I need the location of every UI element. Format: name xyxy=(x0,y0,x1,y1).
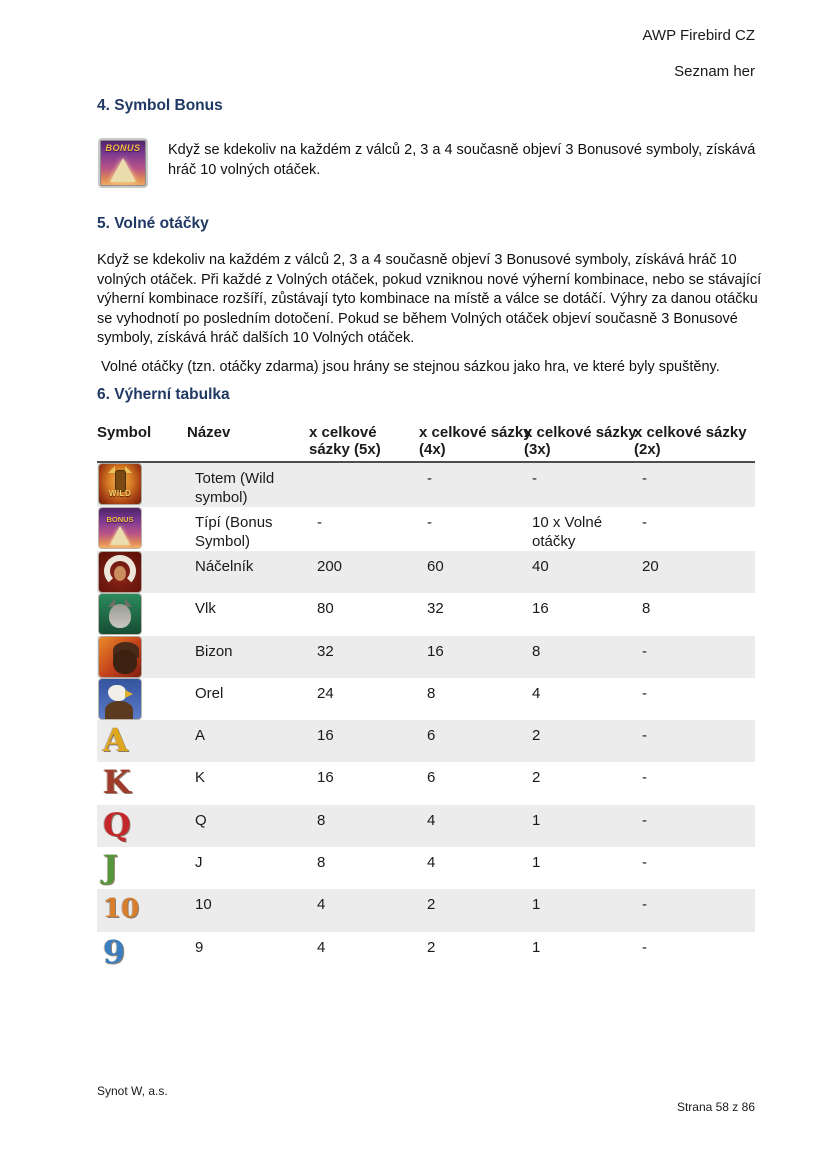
payout-value: 4 xyxy=(317,938,326,956)
section-heading-bonus: 4. Symbol Bonus xyxy=(97,97,223,114)
symbol-cell xyxy=(97,593,187,635)
payout-value: - xyxy=(642,938,647,956)
payout-value: - xyxy=(642,854,647,872)
symbol-cell xyxy=(97,762,187,804)
payout-value: 16 xyxy=(532,600,549,618)
free-spins-paragraph-2: Volné otáčky (tzn. otáčky zdarma) jsou hrány se stejnou sázkou jako hra, ve které byly spuštěny. xyxy=(97,358,720,375)
payout-value: 80 xyxy=(317,600,334,618)
symbol-cell xyxy=(97,636,187,678)
payout-value: - xyxy=(642,514,647,531)
payout-value: 4 xyxy=(317,896,326,914)
symbol-cell xyxy=(97,507,187,551)
bison-body xyxy=(113,650,137,674)
teepee-tag: BONUS xyxy=(106,515,134,524)
symbol-name: 9 xyxy=(195,938,204,956)
payout-value: 2 xyxy=(532,769,541,787)
eagle-head xyxy=(108,685,126,701)
document-header xyxy=(642,27,755,80)
payout-value: 24 xyxy=(317,684,334,702)
symbol-name: K xyxy=(195,769,206,787)
free-spins-section-text xyxy=(97,251,767,377)
payout-value: 1 xyxy=(532,854,541,872)
column-header-3x: x celkové sázky (3x) xyxy=(524,424,637,458)
payout-value: 2 xyxy=(427,896,436,914)
payout-value: - xyxy=(642,684,647,702)
payout-value: 10 x Volné otáčky xyxy=(532,514,603,550)
totem-horn-r xyxy=(125,466,132,473)
paytable-body xyxy=(97,463,755,974)
payout-value: 8 xyxy=(532,642,541,660)
payout-value: 1 xyxy=(532,896,541,914)
payout-value: 2 xyxy=(427,938,436,956)
wolf-head xyxy=(109,604,131,628)
symbol-name: Típí (Bonus Symbol) xyxy=(195,514,273,550)
symbol-name: Totem (Wild symbol) xyxy=(195,470,275,506)
payout-value xyxy=(309,463,419,507)
payout-value: 8 xyxy=(317,854,326,872)
symbol-cell xyxy=(97,847,187,889)
payout-value: 6 xyxy=(427,769,436,787)
paytable-row-10 xyxy=(97,889,755,931)
payout-value: - xyxy=(427,470,432,487)
symbol-name: Náčelník xyxy=(195,558,254,575)
payout-value: 8 xyxy=(317,811,326,829)
symbol-cell xyxy=(97,463,187,507)
payout-value: - xyxy=(642,769,647,787)
section-heading-free-spins: 5. Volné otáčky xyxy=(97,215,209,232)
symbol-k-icon: K xyxy=(103,763,131,802)
paytable-row-bizon xyxy=(97,636,755,678)
payout-value: 1 xyxy=(532,811,541,829)
symbol-10-icon: 10 xyxy=(103,894,140,925)
paytable-row-k xyxy=(97,762,755,804)
payout-value: 8 xyxy=(642,600,651,618)
payout-value: 40 xyxy=(532,558,549,575)
symbol-name: 10 xyxy=(195,896,212,914)
totem-horn-l xyxy=(108,466,115,473)
paytable-row-9 xyxy=(97,932,755,974)
symbol-cell xyxy=(97,678,187,720)
document-title: AWP Firebird CZ xyxy=(642,27,755,44)
column-header-name: Název xyxy=(187,424,231,441)
teepee-shape xyxy=(110,158,136,182)
payout-value: 1 xyxy=(532,938,541,956)
payout-value: 32 xyxy=(427,600,444,618)
symbol-cell xyxy=(97,720,187,762)
paytable-row-t-p-bonus-symbol- xyxy=(97,507,755,551)
bonus-icon-label: BONUS xyxy=(105,143,141,153)
payout-value: 60 xyxy=(427,558,444,575)
payout-value: 4 xyxy=(532,684,541,702)
paytable-row-totem-wild-symbol- xyxy=(97,463,755,507)
teepee-tri xyxy=(110,526,130,545)
column-header-4x: x celkové sázky (4x) xyxy=(419,424,532,458)
bonus-section-text: Když se kdekoliv na každém z válců 2, 3 a 4 současně objeví 3 Bonusové symboly, získává hráč 10 volných otáček. xyxy=(168,142,756,178)
paytable-row-n-eln-k xyxy=(97,551,755,593)
symbol-9-icon: 9 xyxy=(103,932,126,971)
totem-tag: WILD xyxy=(108,489,132,498)
paytable-header-row xyxy=(97,424,755,463)
paytable-row-j xyxy=(97,847,755,889)
eagle-icon xyxy=(99,679,141,719)
payout-value: 16 xyxy=(427,642,444,660)
payout-value: 6 xyxy=(427,727,436,745)
paytable-row-orel xyxy=(97,678,755,720)
bonus-symbol-icon xyxy=(98,138,148,188)
paytable xyxy=(97,424,755,974)
payout-value: - xyxy=(317,514,322,531)
symbol-name: Bizon xyxy=(195,642,233,660)
payout-value: - xyxy=(532,470,537,487)
symbol-cell xyxy=(97,551,187,593)
payout-value: - xyxy=(642,896,647,914)
payout-value: 200 xyxy=(317,558,343,575)
column-header-symbol: Symbol xyxy=(97,424,152,441)
payout-value: 4 xyxy=(427,811,436,829)
payout-value: 20 xyxy=(642,558,659,575)
symbol-j-icon: J xyxy=(103,848,119,887)
payout-value: - xyxy=(642,470,647,487)
symbol-cell xyxy=(97,932,187,974)
document-subtitle: Seznam her xyxy=(674,63,755,80)
section-heading-paytable: 6. Výherní tabulka xyxy=(97,386,230,403)
bison-icon xyxy=(99,637,141,677)
free-spins-paragraph-1: Když se kdekoliv na každém z válců 2, 3 a 4 současně objeví 3 Bonusové symboly, získává hráč 10 volných otáček. Při každé z Volných otáček, pokud vzniknou nové výherní kombinace, nebo se stávající výherní kombinace rozšíří, zůstávají tyto kombinace na místě a válce se dotáčí. Výhry za danou otáčku se vyhodnotí po posledním dotočení. Pokud se během Volných otáček objeví současně 3 Bonusové symboly, získává hráč dalších 10 Volných otáček. xyxy=(97,252,762,346)
symbol-name: J xyxy=(195,854,203,872)
payout-value: 4 xyxy=(427,854,436,872)
symbol-q-icon: Q xyxy=(103,805,131,844)
payout-value: 16 xyxy=(317,727,334,745)
payout-value: - xyxy=(642,642,647,660)
column-header-5x: x celkové sázky (5x) xyxy=(309,424,381,458)
payout-value: 8 xyxy=(427,684,436,702)
paytable-row-a xyxy=(97,720,755,762)
payout-value: 2 xyxy=(532,727,541,745)
totem-icon xyxy=(99,464,141,504)
payout-value: - xyxy=(427,514,432,531)
payout-value: 32 xyxy=(317,642,334,660)
symbol-name: A xyxy=(195,727,206,745)
column-header-2x: x celkové sázky (2x) xyxy=(634,424,747,458)
eagle-body xyxy=(105,701,133,719)
symbol-a-icon: A xyxy=(103,721,128,760)
wolf-icon xyxy=(99,594,141,634)
symbol-name: Vlk xyxy=(195,600,216,618)
payout-value: - xyxy=(642,811,647,829)
paytable-row-q xyxy=(97,805,755,847)
symbol-cell xyxy=(97,805,187,847)
symbol-cell xyxy=(97,889,187,931)
symbol-name: Q xyxy=(195,811,207,829)
symbol-name: Orel xyxy=(195,684,224,702)
footer-company: Synot W, a.s. xyxy=(97,1084,168,1098)
teepee-icon xyxy=(99,508,141,548)
payout-value: 16 xyxy=(317,769,334,787)
footer-page-number: Strana 58 z 86 xyxy=(676,1100,755,1114)
chief-icon xyxy=(99,552,141,592)
paytable-row-vlk xyxy=(97,593,755,635)
chief-face xyxy=(114,566,126,581)
eagle-beak xyxy=(125,690,133,698)
payout-value: - xyxy=(642,727,647,745)
